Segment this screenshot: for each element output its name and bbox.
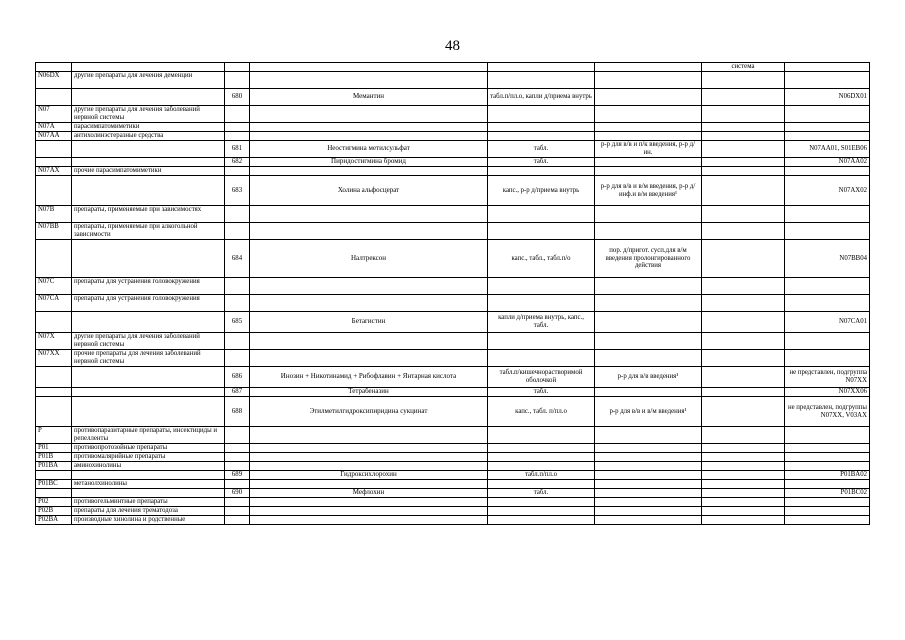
note: [702, 167, 785, 176]
row-number: [225, 480, 250, 489]
atc-group-description: прочие парасимпатомиметики: [72, 167, 225, 176]
row-number: [225, 223, 250, 240]
atc-group-description: антихолинэстеразные средства: [72, 132, 225, 141]
dosage-form: табл.п/кишечнорастворимой оболочкой: [488, 367, 595, 388]
note: [702, 312, 785, 333]
note: [702, 206, 785, 223]
atc-code: [785, 278, 870, 295]
table-row: [36, 278, 870, 295]
drug-name: [250, 295, 488, 312]
note: [702, 240, 785, 278]
atc-code: [785, 206, 870, 223]
drug-name: [250, 350, 488, 367]
dosage-form: [488, 295, 595, 312]
dosage-form-hospital: [595, 350, 702, 367]
dosage-form-hospital: [595, 132, 702, 141]
row-number: [225, 516, 250, 525]
atc-group-code: P: [36, 427, 72, 444]
atc-group-code: N06DX: [36, 72, 72, 89]
atc-group-code: N07A: [36, 123, 72, 132]
drug-name: [250, 132, 488, 141]
row-number: [225, 63, 250, 72]
atc-code: N07AA02: [785, 158, 870, 167]
dosage-form-hospital: [595, 453, 702, 462]
dosage-form-hospital: [595, 123, 702, 132]
dosage-form: [488, 498, 595, 507]
table-row: [36, 507, 870, 516]
note: [702, 132, 785, 141]
dosage-form: [488, 63, 595, 72]
row-number: [225, 278, 250, 295]
atc-code: [785, 223, 870, 240]
table-row: [36, 516, 870, 525]
table-row: [36, 132, 870, 141]
drug-name: [250, 453, 488, 462]
drug-name: [250, 278, 488, 295]
dosage-form-hospital: [595, 444, 702, 453]
atc-group-code: P01BC: [36, 480, 72, 489]
atc-group-description: [72, 489, 225, 498]
table-row: [36, 453, 870, 462]
dosage-form: [488, 132, 595, 141]
table-row: [36, 72, 870, 89]
atc-group-description: противогельминтные препараты: [72, 498, 225, 507]
atc-code: [785, 295, 870, 312]
table-row: [36, 158, 870, 167]
dosage-form: [488, 223, 595, 240]
atc-code: N07XX06: [785, 388, 870, 397]
note: [702, 453, 785, 462]
atc-group-code: [36, 141, 72, 158]
drug-name: [250, 223, 488, 240]
atc-group-description: [72, 367, 225, 388]
dosage-form-hospital: пор. д/пригот. сусп.для в/м введения пролонгированного действия: [595, 240, 702, 278]
drug-name: Гидроксихлорохин: [250, 471, 488, 480]
note: [702, 123, 785, 132]
dosage-form: [488, 167, 595, 176]
atc-group-code: [36, 240, 72, 278]
note: [702, 141, 785, 158]
atc-group-description: противопротозойные препараты: [72, 444, 225, 453]
atc-group-code: N07BB: [36, 223, 72, 240]
dosage-form-hospital: [595, 471, 702, 480]
dosage-form-hospital: [595, 295, 702, 312]
row-number: [225, 507, 250, 516]
dosage-form: [488, 350, 595, 367]
note: [702, 367, 785, 388]
dosage-form: [488, 333, 595, 350]
atc-code: N07CA01: [785, 312, 870, 333]
dosage-form: [488, 480, 595, 489]
table-row: [36, 240, 870, 278]
atc-group-description: препараты, применяемые при зависимостях: [72, 206, 225, 223]
note: [702, 489, 785, 498]
atc-group-code: [36, 176, 72, 206]
atc-code: N07BB04: [785, 240, 870, 278]
atc-code: [785, 462, 870, 471]
drug-name: [250, 480, 488, 489]
dosage-form: табл.п/пл.о, капли д/приема внутрь: [488, 89, 595, 106]
atc-group-code: [36, 471, 72, 480]
dosage-form-hospital: р-р для в/в и в/м введения¹: [595, 397, 702, 427]
row-number: 689: [225, 471, 250, 480]
atc-code: [785, 453, 870, 462]
note: [702, 350, 785, 367]
atc-group-code: N07CA: [36, 295, 72, 312]
note: [702, 507, 785, 516]
dosage-form-hospital: р-р для в/в введения¹: [595, 367, 702, 388]
dosage-form: капс., табл. п/пл.о: [488, 397, 595, 427]
note: [702, 471, 785, 480]
dosage-form: [488, 453, 595, 462]
atc-group-code: N07XX: [36, 350, 72, 367]
table-row: [36, 388, 870, 397]
note: [702, 176, 785, 206]
table-row: [36, 480, 870, 489]
row-number: [225, 333, 250, 350]
dosage-form: [488, 444, 595, 453]
row-number: [225, 462, 250, 471]
note: [702, 89, 785, 106]
dosage-form-hospital: [595, 63, 702, 72]
row-number: 687: [225, 388, 250, 397]
drug-list-table: [35, 62, 870, 525]
dosage-form-hospital: [595, 72, 702, 89]
atc-group-code: P01: [36, 444, 72, 453]
dosage-form: [488, 278, 595, 295]
note: [702, 72, 785, 89]
dosage-form: табл.: [488, 141, 595, 158]
atc-group-description: [72, 388, 225, 397]
dosage-form: табл.п/пл.о: [488, 471, 595, 480]
dosage-form-hospital: [595, 462, 702, 471]
table-row: [36, 89, 870, 106]
row-number: 684: [225, 240, 250, 278]
page-number: 48: [445, 38, 460, 54]
note: [702, 427, 785, 444]
atc-group-description: аминохинолины: [72, 462, 225, 471]
atc-group-code: [36, 489, 72, 498]
table-row: [36, 350, 870, 367]
drug-name: [250, 507, 488, 516]
row-number: 682: [225, 158, 250, 167]
note: [702, 516, 785, 525]
row-number: [225, 427, 250, 444]
drug-name: Неостигмина метилсульфат: [250, 141, 488, 158]
atc-code: [785, 507, 870, 516]
atc-code: [785, 333, 870, 350]
atc-code: N06DX01: [785, 89, 870, 106]
table-body: [36, 63, 870, 525]
row-number: [225, 350, 250, 367]
atc-group-code: N07AA: [36, 132, 72, 141]
drug-name: [250, 123, 488, 132]
row-number: [225, 123, 250, 132]
dosage-form: [488, 427, 595, 444]
drug-name: [250, 444, 488, 453]
atc-group-description: парасимпатомиметики: [72, 123, 225, 132]
atc-code: [785, 72, 870, 89]
dosage-form: [488, 106, 595, 123]
dosage-form-hospital: [595, 498, 702, 507]
atc-group-code: N07C: [36, 278, 72, 295]
note: [702, 444, 785, 453]
row-number: 681: [225, 141, 250, 158]
dosage-form-hospital: [595, 516, 702, 525]
table-row: [36, 397, 870, 427]
dosage-form: [488, 123, 595, 132]
note: [702, 158, 785, 167]
row-number: 686: [225, 367, 250, 388]
dosage-form-hospital: [595, 89, 702, 106]
dosage-form-hospital: [595, 489, 702, 498]
atc-group-code: N07: [36, 106, 72, 123]
atc-group-description: другие препараты для лечения заболеваний нервной системы: [72, 333, 225, 350]
table-row: [36, 312, 870, 333]
row-number: [225, 295, 250, 312]
dosage-form-hospital: [595, 312, 702, 333]
atc-code: не представлен, подгруппы N07XX, V03AX: [785, 397, 870, 427]
row-number: [225, 444, 250, 453]
dosage-form-hospital: [595, 388, 702, 397]
atc-group-code: [36, 367, 72, 388]
drug-name: [250, 206, 488, 223]
drug-name: [250, 63, 488, 72]
table-row: [36, 167, 870, 176]
table-row: [36, 367, 870, 388]
note: [702, 333, 785, 350]
atc-group-description: [72, 397, 225, 427]
note: [702, 295, 785, 312]
dosage-form-hospital: р-р для в/в и п/к введения, р-р д/ин.: [595, 141, 702, 158]
atc-group-code: [36, 158, 72, 167]
atc-code: не представлен, подгруппа N07XX: [785, 367, 870, 388]
atc-code: [785, 498, 870, 507]
atc-code: [785, 132, 870, 141]
table-row: [36, 444, 870, 453]
atc-group-code: [36, 63, 72, 72]
dosage-form: капли д/приема внутрь, капс., табл.: [488, 312, 595, 333]
atc-code: [785, 123, 870, 132]
dosage-form-hospital: [595, 158, 702, 167]
atc-group-description: препараты, применяемые при алкогольной зависимости: [72, 223, 225, 240]
row-number: 690: [225, 489, 250, 498]
table-row: [36, 333, 870, 350]
table-row: [36, 176, 870, 206]
dosage-form-hospital: р-р для в/в и в/м введения, р-р д/инф.и в/м введения¹: [595, 176, 702, 206]
dosage-form-hospital: [595, 480, 702, 489]
dosage-form: капс., табл., табл.п/о: [488, 240, 595, 278]
atc-group-description: прочие препараты для лечения заболеваний нервной системы: [72, 350, 225, 367]
row-number: [225, 167, 250, 176]
dosage-form-hospital: [595, 333, 702, 350]
drug-name: Пиридостигмина бромид: [250, 158, 488, 167]
atc-code: P01BA02: [785, 471, 870, 480]
drug-name: Бетагистин: [250, 312, 488, 333]
table-row: [36, 106, 870, 123]
drug-name: Тетрабеназин: [250, 388, 488, 397]
drug-name: Мефлохин: [250, 489, 488, 498]
atc-code: [785, 427, 870, 444]
row-number: 683: [225, 176, 250, 206]
drug-name: Этилметилгидроксипиридина сукцинат: [250, 397, 488, 427]
atc-group-description: [72, 89, 225, 106]
atc-code: [785, 516, 870, 525]
table-row: [36, 498, 870, 507]
dosage-form-hospital: [595, 106, 702, 123]
atc-group-code: N07X: [36, 333, 72, 350]
dosage-form-hospital: [595, 427, 702, 444]
drug-name: Мемантин: [250, 89, 488, 106]
drug-name: [250, 462, 488, 471]
atc-group-code: [36, 312, 72, 333]
table-row: [36, 462, 870, 471]
atc-group-description: противопаразитарные препараты, инсектициды и репелленты: [72, 427, 225, 444]
atc-group-code: [36, 388, 72, 397]
atc-group-description: препараты для устранения головокружения: [72, 278, 225, 295]
dosage-form: [488, 206, 595, 223]
atc-group-description: [72, 141, 225, 158]
drug-name: [250, 167, 488, 176]
table-row: [36, 141, 870, 158]
atc-group-code: P02BA: [36, 516, 72, 525]
atc-group-description: [72, 158, 225, 167]
row-number: [225, 453, 250, 462]
note: система: [702, 63, 785, 72]
drug-name: [250, 106, 488, 123]
dosage-form: табл.: [488, 158, 595, 167]
row-number: 680: [225, 89, 250, 106]
table-row: [36, 295, 870, 312]
dosage-form: капс., р-р д/приема внутрь: [488, 176, 595, 206]
table-row: [36, 223, 870, 240]
dosage-form: [488, 72, 595, 89]
atc-group-description: [72, 63, 225, 72]
atc-code: [785, 106, 870, 123]
row-number: [225, 72, 250, 89]
table-row: [36, 206, 870, 223]
note: [702, 498, 785, 507]
dosage-form: [488, 516, 595, 525]
atc-group-description: [72, 312, 225, 333]
row-number: [225, 498, 250, 507]
atc-group-code: [36, 397, 72, 427]
row-number: [225, 106, 250, 123]
atc-code: [785, 350, 870, 367]
row-number: 688: [225, 397, 250, 427]
dosage-form-hospital: [595, 278, 702, 295]
atc-group-description: препараты для устранения головокружения: [72, 295, 225, 312]
atc-group-code: P02B: [36, 507, 72, 516]
drug-name: Холина альфосцерат: [250, 176, 488, 206]
atc-group-description: противомалярийные препараты: [72, 453, 225, 462]
atc-group-code: [36, 89, 72, 106]
dosage-form: [488, 462, 595, 471]
note: [702, 462, 785, 471]
atc-code: N07AA01, S01EB06: [785, 141, 870, 158]
atc-group-description: метанолхинолины: [72, 480, 225, 489]
dosage-form: табл.: [488, 388, 595, 397]
drug-name: [250, 333, 488, 350]
table-row: [36, 427, 870, 444]
atc-group-code: N07B: [36, 206, 72, 223]
note: [702, 278, 785, 295]
table-row: [36, 63, 870, 72]
atc-group-description: производные хинолина и родственные: [72, 516, 225, 525]
dosage-form-hospital: [595, 223, 702, 240]
table-row: [36, 471, 870, 480]
row-number: [225, 206, 250, 223]
atc-group-code: P01B: [36, 453, 72, 462]
drug-name: [250, 516, 488, 525]
atc-code: [785, 480, 870, 489]
atc-group-description: [72, 471, 225, 480]
row-number: [225, 132, 250, 141]
atc-code: [785, 167, 870, 176]
drug-name: [250, 427, 488, 444]
atc-group-description: другие препараты для лечения заболеваний нервной системы: [72, 106, 225, 123]
atc-group-description: [72, 176, 225, 206]
dosage-form-hospital: [595, 167, 702, 176]
dosage-form-hospital: [595, 206, 702, 223]
atc-group-code: P01BA: [36, 462, 72, 471]
note: [702, 388, 785, 397]
atc-group-description: другие препараты для лечения деменции: [72, 72, 225, 89]
atc-code: P01BC02: [785, 489, 870, 498]
drug-name: [250, 498, 488, 507]
atc-group-code: N07AX: [36, 167, 72, 176]
dosage-form-hospital: [595, 507, 702, 516]
row-number: 685: [225, 312, 250, 333]
note: [702, 480, 785, 489]
atc-group-code: P02: [36, 498, 72, 507]
drug-name: [250, 72, 488, 89]
dosage-form: табл.: [488, 489, 595, 498]
atc-group-description: [72, 240, 225, 278]
atc-code: [785, 63, 870, 72]
table-row: [36, 489, 870, 498]
drug-name: Налтрексон: [250, 240, 488, 278]
note: [702, 106, 785, 123]
atc-code: [785, 444, 870, 453]
dosage-form: [488, 507, 595, 516]
drug-name: Инозин + Никотинамид + Рибофлавин + Янтарная кислота: [250, 367, 488, 388]
atc-group-description: препараты для лечения трематодоза: [72, 507, 225, 516]
note: [702, 397, 785, 427]
atc-code: N07AX02: [785, 176, 870, 206]
table-row: [36, 123, 870, 132]
note: [702, 223, 785, 240]
